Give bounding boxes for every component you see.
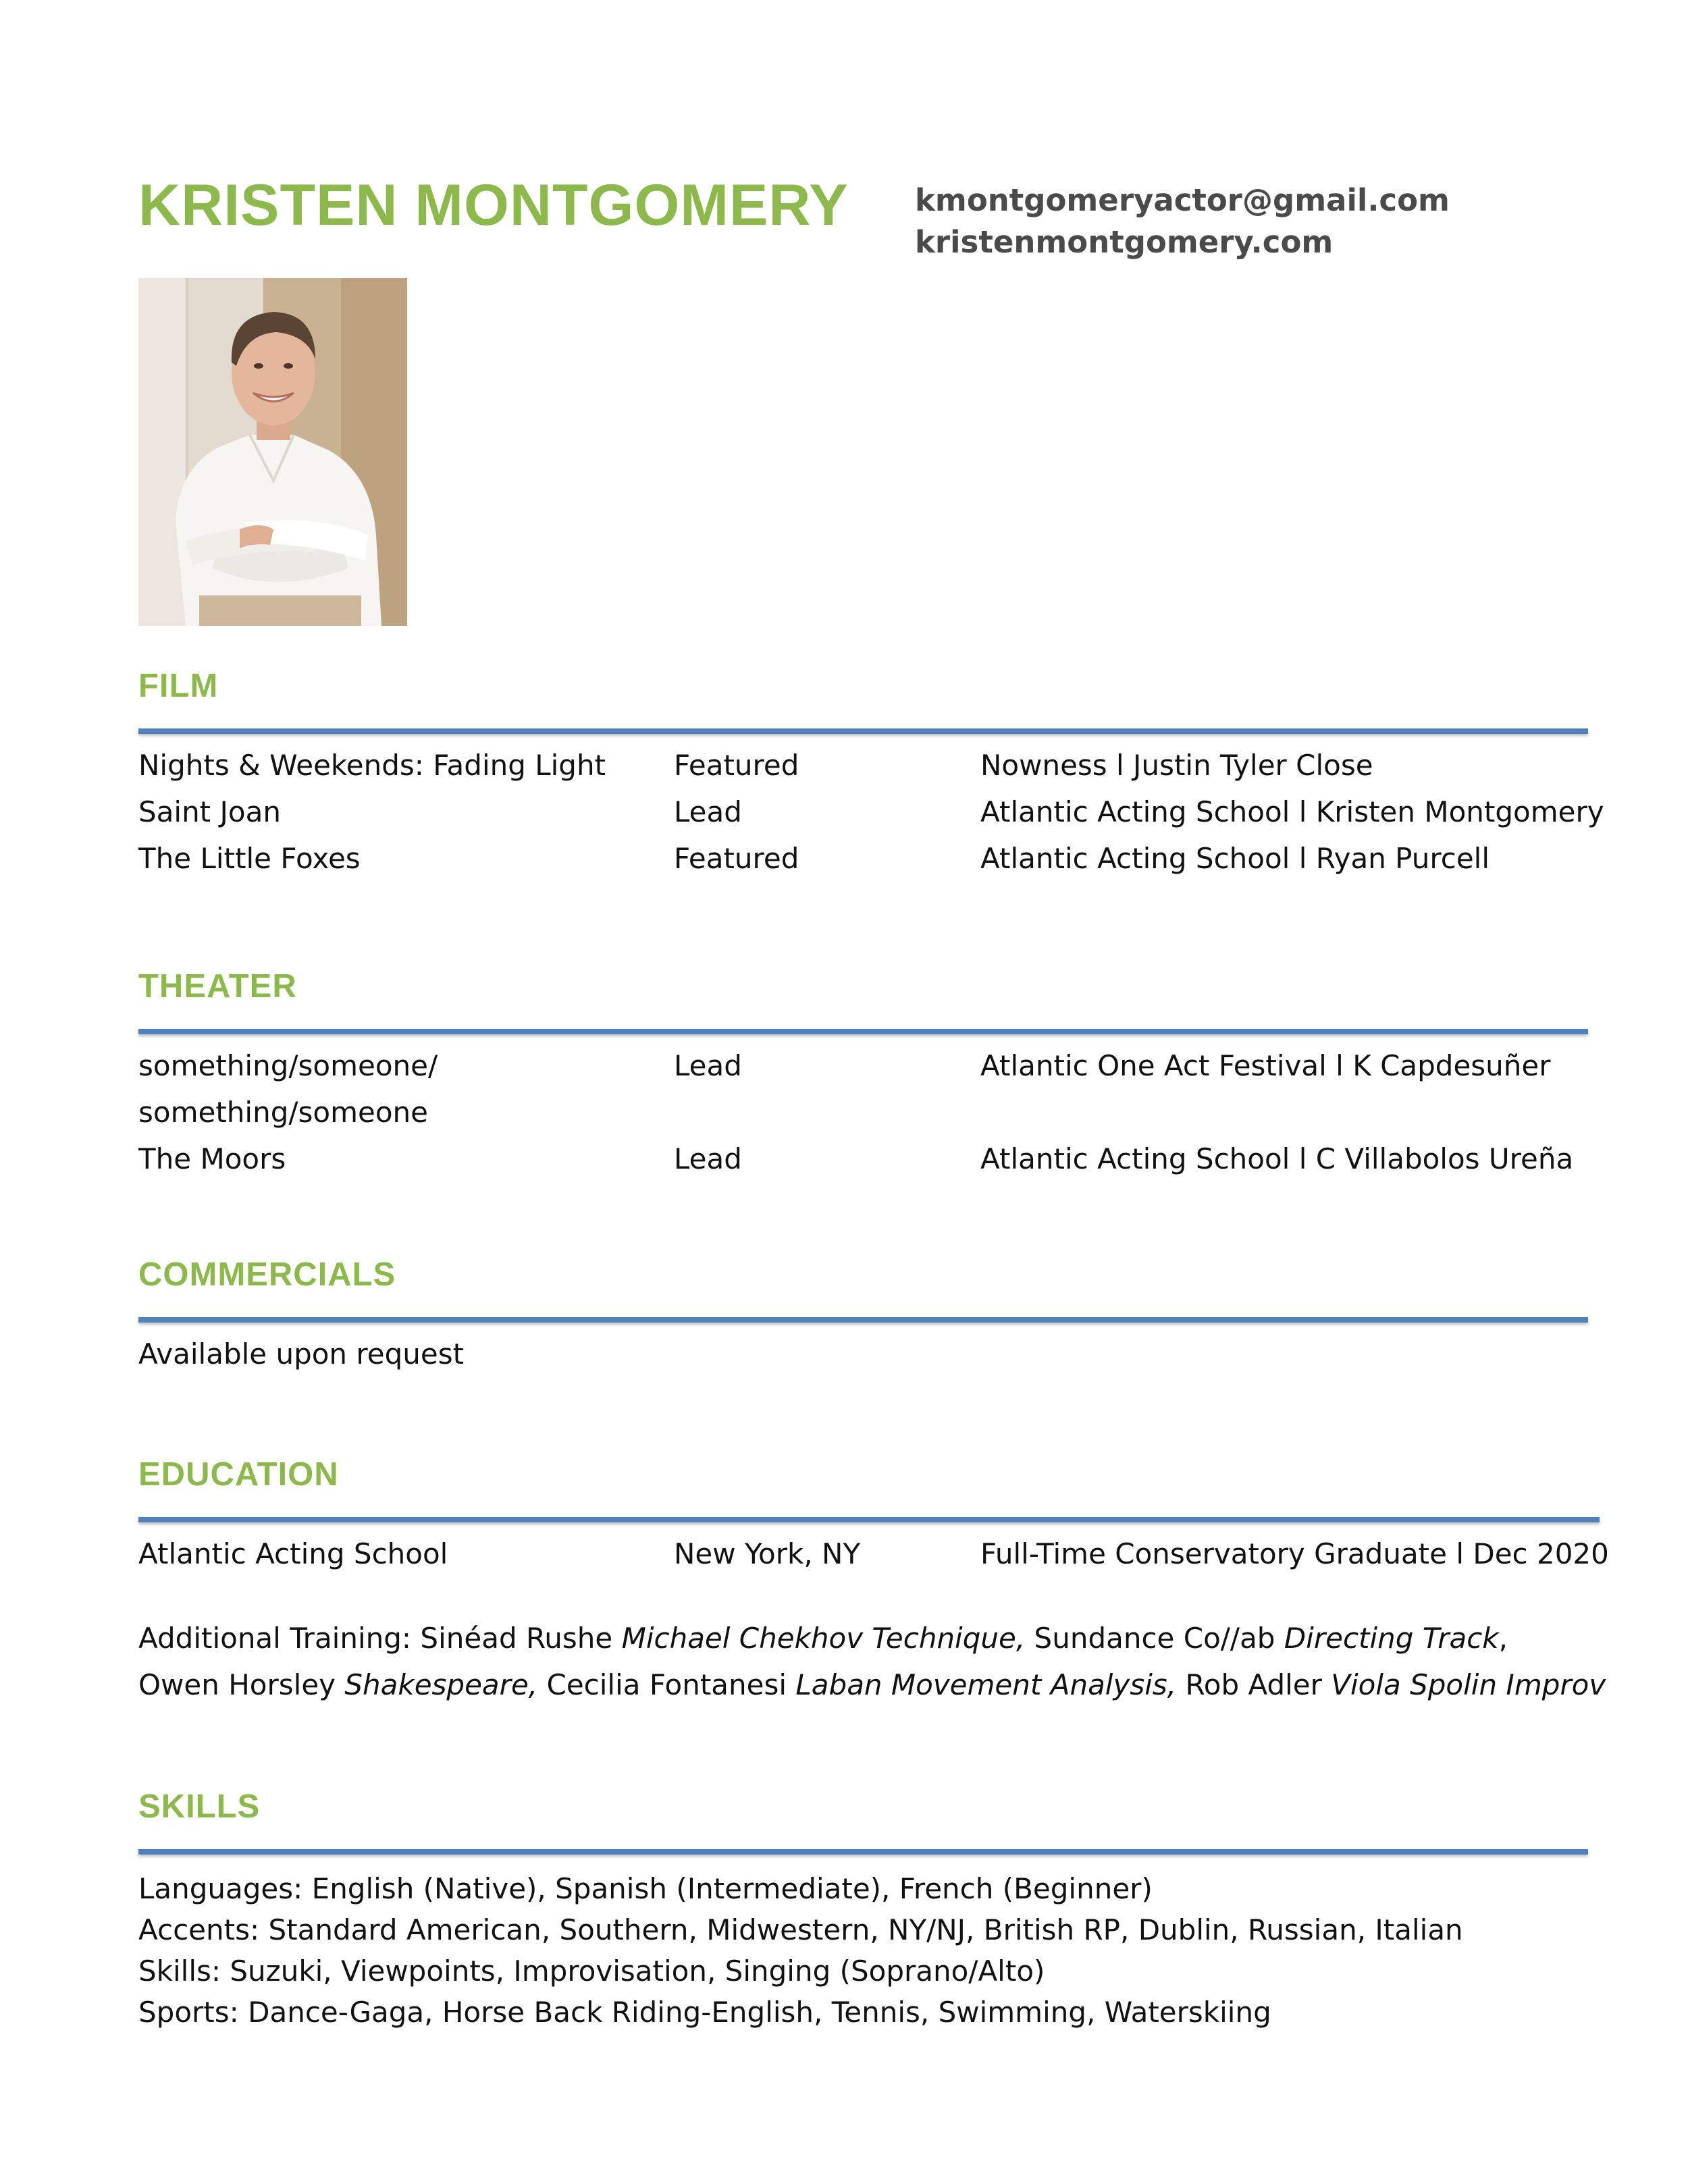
section-title-education: EDUCATION [138,1456,339,1493]
training-course: Michael Chekhov Technique, [621,1622,1026,1655]
section-title-theater: THEATER [138,968,297,1005]
actor-name: KRISTEN MONTGOMERY [138,173,849,238]
film-role: Lead [674,795,742,828]
section-divider [138,1029,1588,1034]
additional-training [138,1615,1606,1708]
headshot-illustration [138,278,407,626]
film-role: Featured [674,749,799,782]
theater-company: Atlantic Acting School l C Villabolos Ureña [980,1142,1574,1175]
skills-line-sports: Sports: Dance-Gaga, Horse Back Riding-English, Tennis, Swimming, Waterskiing [138,1996,1271,2029]
section-divider [138,728,1588,734]
training-label: Additional Training: [138,1622,421,1655]
section-divider [138,1517,1600,1522]
training-text: Sinéad Rushe [420,1622,622,1655]
film-title: Nights & Weekends: Fading Light [138,749,606,782]
education-school: Atlantic Acting School [138,1537,448,1570]
film-company: Atlantic Acting School l Ryan Purcell [980,842,1489,875]
section-divider [138,1849,1588,1855]
film-company: Nowness l Justin Tyler Close [980,749,1373,782]
training-line-1 [138,1615,1606,1661]
theater-company: Atlantic One Act Festival l K Capdesuñer [980,1049,1551,1082]
training-text: Rob Adler [1176,1668,1331,1701]
training-course: Laban Movement Analysis, [795,1668,1177,1701]
training-text: Owen Horsley [138,1668,345,1701]
skills-line-skills: Skills: Suzuki, Viewpoints, Improvisation, Singing (Soprano/Alto) [138,1954,1045,1988]
film-title: Saint Joan [138,795,281,828]
skills-list [138,1868,1463,2033]
training-line-2 [138,1661,1606,1708]
training-course: Directing Track [1284,1622,1499,1655]
film-role: Featured [674,842,799,875]
training-course: Shakespeare, [344,1668,538,1701]
website-link[interactable]: kristenmontgomery.com [915,224,1334,260]
section-title-commercials: COMMERCIALS [138,1256,396,1293]
training-text: Sundance Co//ab [1025,1622,1284,1655]
theater-title: something/someone/ [138,1049,438,1082]
film-company: Atlantic Acting School l Kristen Montgomery [980,795,1604,828]
training-course: Viola Spolin Improv [1331,1668,1606,1701]
training-text: , [1498,1622,1508,1655]
skills-line-accents: Accents: Standard American, Southern, Midwestern, NY/NJ, British RP, Dublin, Russian, Italian [138,1913,1463,1946]
section-divider [138,1317,1588,1323]
commercials-note: Available upon request [138,1337,465,1370]
film-title: The Little Foxes [138,842,361,875]
email-address[interactable]: kmontgomeryactor@gmail.com [915,182,1450,218]
section-title-film: FILM [138,668,219,704]
skills-line-languages: Languages: English (Native), Spanish (Intermediate), French (Beginner) [138,1872,1153,1905]
theater-role: Lead [674,1049,742,1082]
theater-title-continued: something/someone [138,1096,429,1129]
theater-title: The Moors [138,1142,286,1175]
headshot-photo [138,278,407,626]
training-text: Cecilia Fontanesi [537,1668,796,1701]
education-detail: Full-Time Conservatory Graduate l Dec 2020 [980,1537,1609,1570]
section-title-skills: SKILLS [138,1788,261,1825]
education-location: New York, NY [674,1537,861,1570]
theater-role: Lead [674,1142,742,1175]
